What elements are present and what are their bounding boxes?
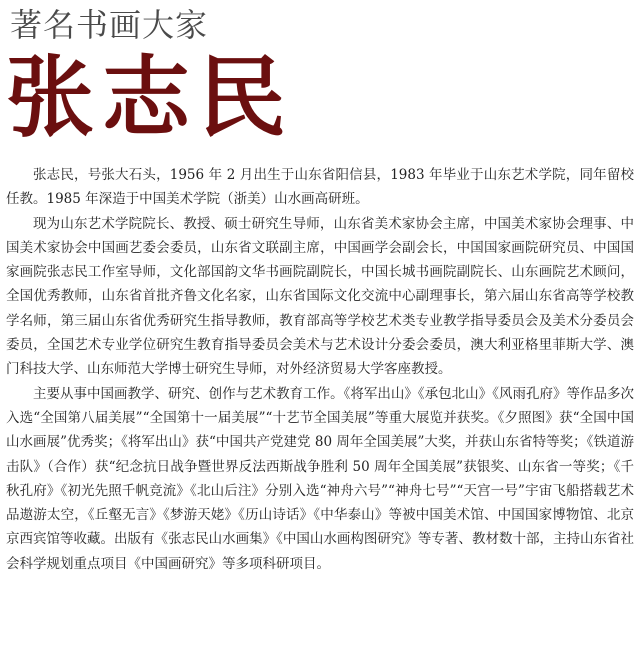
biography-paragraph-works: 主要从事中国画教学、研究、创作与艺术教育工作。《将军出山》《承包北山》《风雨孔府》等作品多次入选“全国第八届美展”“全国第十一届美展”“十艺节全国美展”等重大展览并获奖。《夕照图》获“全国中国山水画展”优秀奖；《将军出山》获“中国共产党建党 80 周年全国美展”大奖，并获山东省特等奖；《铁道游击队》（合作）获“纪念抗日战争暨世界反法西斯战争胜利 50 周年全国美展”获银奖、山东省一等奖；《千秋孔府》《初光先照千帆竞流》《北山后注》分别入选“神舟六号”“神舟七号”“天宫一号”宇宙飞船搭载艺术品遨游太空，《丘壑无言》《梦游天姥》《历山诗话》《中华泰山》等被中国美术馆、中国国家博物馆、北京京西宾馆等收藏。出版有《张志民山水画集》《中国山水画构图研究》等专著、教材数十部，主持山东省社会科学规划重点项目《中国画研究》等多项科研项目。 [6, 385, 634, 572]
biography-paragraph-positions: 现为山东艺术学院院长、教授、硕士研究生导师，山东省美术家协会主席，中国美术家协会理事、中国美术家协会中国画艺委会委员，山东省文联副主席，中国画学会副会长，中国国家画院研究员、中国国家画院张志民工作室导师，文化部国韵文华书画院副院长，中国长城书画院副院长、山东画院艺术顾问，全国优秀教师，山东省首批齐鲁文化名家，山东省国际文化交流中心副理事长，第六届山东省高等学校教学名师，第三届山东省优秀研究生指导教师，教育部高等学校艺术类专业教学指导委员会及美术分委员会委员，全国艺术专业学位研究生教育指导委员会美术与艺术设计分委会委员，澳大利亚格里菲斯大学、澳门科技大学、山东师范大学博士研究生导师，对外经济贸易大学客座教授。 [6, 215, 634, 378]
artist-name-title: 张志民 [6, 46, 295, 149]
page-subtitle: 著名书画大家 [10, 6, 209, 44]
biography-text [6, 163, 634, 576]
biography-paragraph-intro: 张志民，号张大石头，1956 年 2 月出生于山东省阳信县，1983 年毕业于山东艺术学院，同年留校任教。1985 年深造于中国美术学院（浙美）山水画高研班。 [6, 167, 634, 208]
